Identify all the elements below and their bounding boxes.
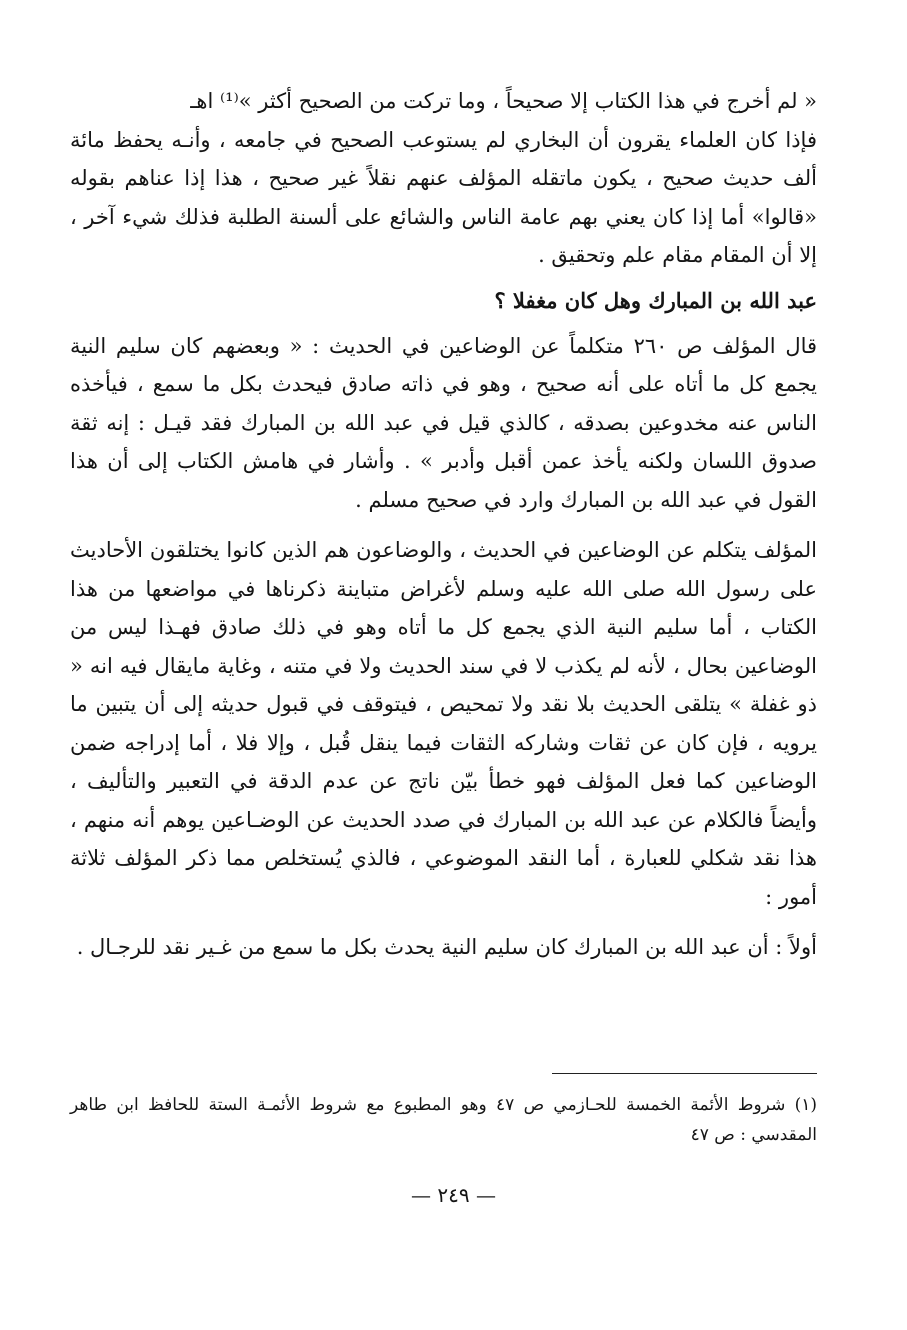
- footnote-divider: [552, 1073, 817, 1074]
- section-paragraph-1: قال المؤلف ص ٢٦٠ متكلماً عن الوضاعين في الحديث : « وبعضهم كان سليم النية يجمع كل ما أتاه على أنه صحيح ، وهو في ذاته صادق فيحدث بكل ما سمع ، فيأخذه الناس عنه مخدوعين بصدقه ، كالذي قيل في عبد الله بن المبارك فقد قيـل : إنه ثقة صدوق اللسان ولكنه يأخذ عمن أقبل وأدبر » . وأشار في هامش الكتاب إلى أن هذا القول في عبد الله بن المبارك وارد في صحيح مسلم .: [70, 333, 818, 512]
- quote-paragraph: « لم أخرج في هذا الكتاب إلا صحيحاً ، وما تركت من الصحيح أكثر »⁽¹⁾ اهـ: [190, 89, 817, 113]
- page-number: — ٢٤٩ —: [411, 1183, 496, 1207]
- section-heading: عبد الله بن المبارك وهل كان مغفلا ؟: [494, 287, 817, 313]
- page-body: [70, 82, 817, 967]
- intro-paragraph: فإذا كان العلماء يقرون أن البخاري لم يستوعب الصحيح في جامعه ، وأنـه يحفظ مائة ألف حديث صحيح ، يكون ماتقله المؤلف عنهم نقلاً غير صحيح ، هذا إذا عناهم بقوله «قالوا» أما إذا كان يعني بهم عامة الناس والشائع على ألسنة الطلبة فذلك شيء آخر ، إلا أن المقام مقام علم وتحقيق .: [70, 127, 817, 267]
- section-paragraph-2: المؤلف يتكلم عن الوضاعين في الحديث ، والوضاعون هم الذين كانوا يختلقون الأحاديث على رسول الله صلى الله عليه وسلم لأغراض متباينة ذكرناها في مواضعها من هذا الكتاب ، أما سليم النية الذي يجمع كل ما أتاه وهو في ذلك صادق فهـذا ليس من الوضاعين بحال ، لأنه لم يكذب لا في سند الحديث ولا في متنه ، وغاية مايقال فيه انه « ذو غفلة » يتلقى الحديث بلا نقد ولا تمحيص ، فيتوقف في قبول حديثه إلى أن يتبين ما يرويه ، فإن كان عن ثقات وشاركه الثقات فيما ينقل قُبل ، وإلا فلا ، أما إدراجه ضمن الوضاعين كما فعل المؤلف فهو خطأ بيّن ناتج عن عدم الدقة في التعبير والتأليف ، وأيضاً فالكلام عن عبد الله بن المبارك في صدد الحديث عن الوضـاعين يوهم أنه منهم ، هذا نقد شكلي للعبارة ، أما النقد الموضوعي ، فالذي يُستخلص مما ذكر المؤلف ثلاثة أمور :: [70, 538, 817, 909]
- footnote: (١) شروط الأئمة الخمسة للحـازمي ص ٤٧ وهو المطبوع مع شروط الأئمـة الستة للحافظ ابن طاهر المقدسي : ص ٤٧: [70, 1095, 818, 1145]
- section-paragraph-3: أولاً : أن عبد الله بن المبارك كان سليم النية يحدث بكل ما سمع من غـير نقد للرجـال .: [76, 935, 817, 959]
